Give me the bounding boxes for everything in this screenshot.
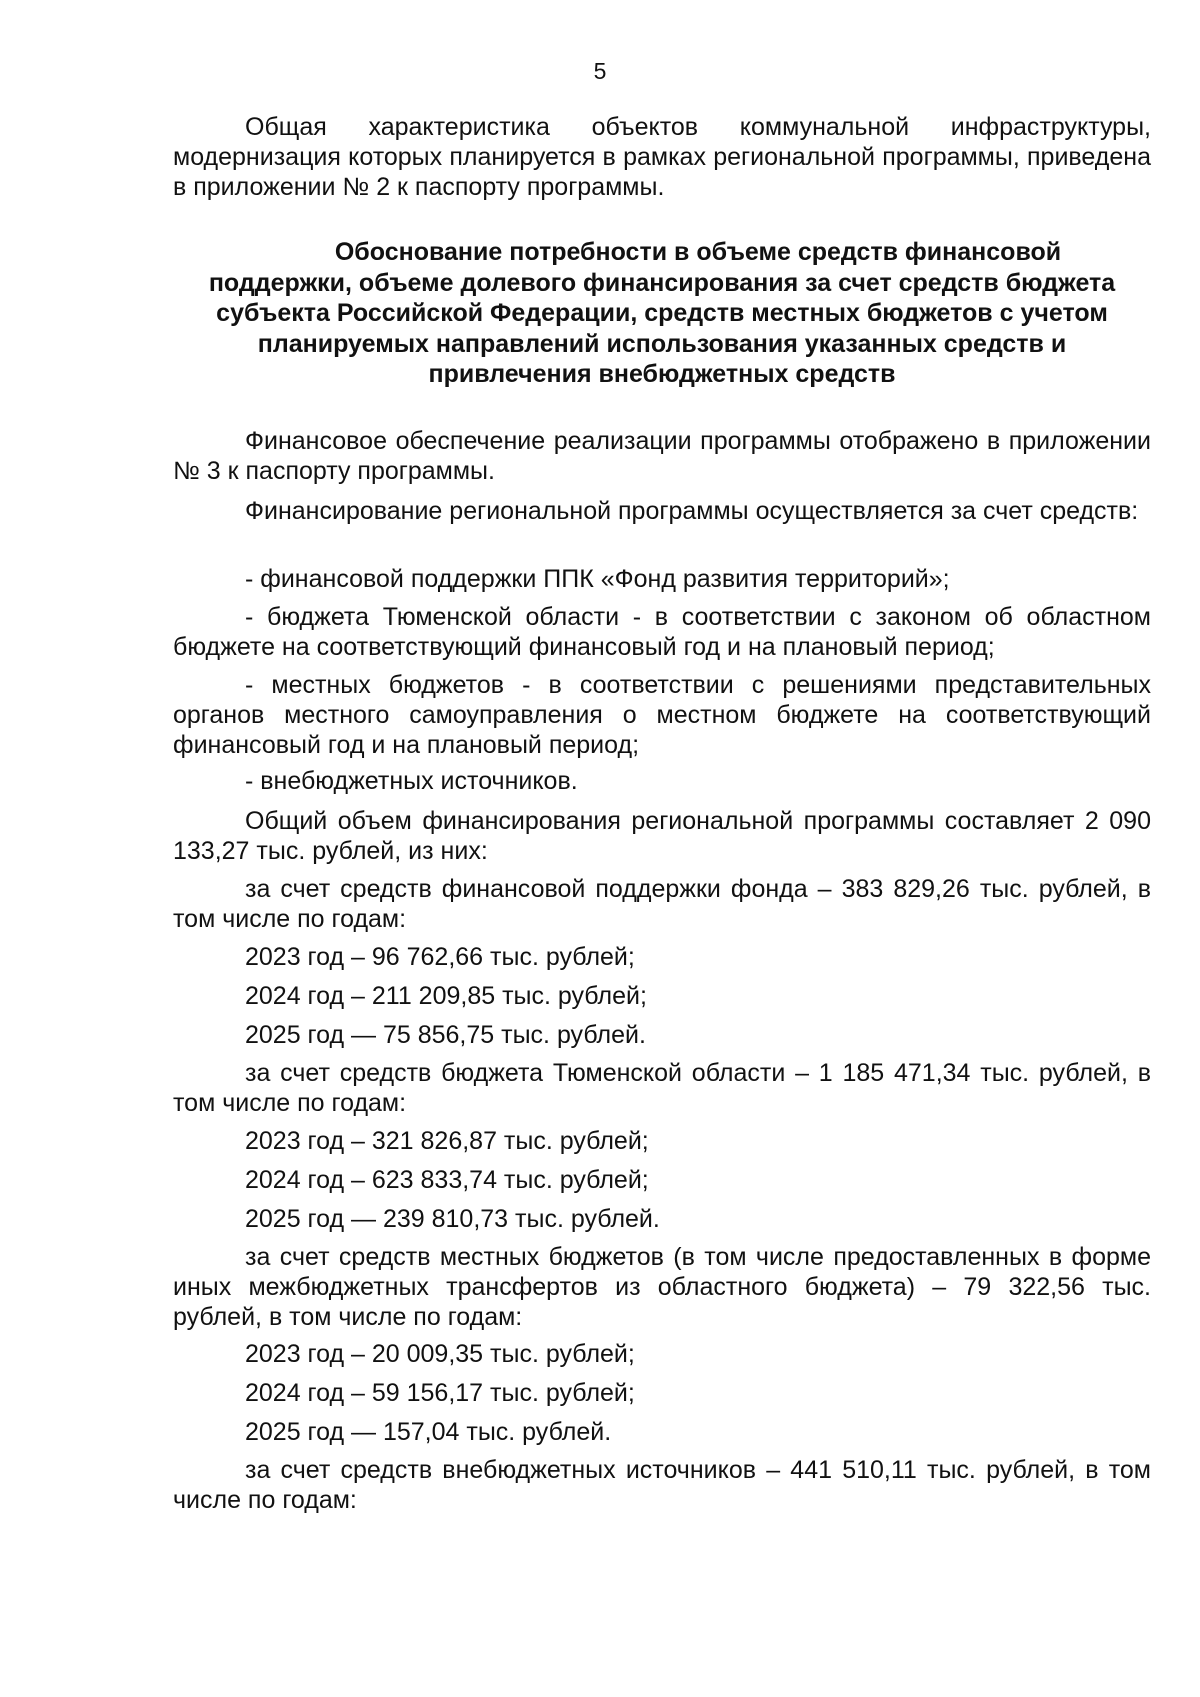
region-year-2025: 2025 год — 239 810,73 тыс. рублей. [245, 1205, 660, 1233]
list-item-text: - местных бюджетов - в соответствии с решениями представительных органов местного самоуправления о местном бюджете на соответствующий финансовый год и на плановый период; [173, 671, 1151, 759]
region-year-2024: 2024 год – 623 833,74 тыс. рублей; [245, 1166, 649, 1194]
region-year-2023: 2023 год – 321 826,87 тыс. рублей; [245, 1127, 649, 1155]
list-item-text: - внебюджетных источников. [245, 767, 578, 795]
list-item-text: - бюджета Тюменской области - в соответствии с законом об областном бюджете на соответствующий финансовый год и на плановый период; [173, 603, 1151, 661]
paragraph-text: Финансирование региональной программы осуществляется за счет средств: [245, 497, 1139, 525]
list-item-local-budgets [173, 670, 1151, 760]
heading-line: субъекта Российской Федерации, средств местных бюджетов с учетом [216, 299, 1108, 327]
paragraph-text: Финансовое обеспечение реализации программы отображено в приложении № 3 к паспорту программы. [173, 427, 1151, 485]
list-item-text: - финансовой поддержки ППК «Фонд развития территорий»; [245, 565, 950, 593]
list-item-fund [173, 564, 1151, 594]
heading-line: Обоснование потребности в объеме средств финансовой [334, 238, 1062, 266]
paragraph-text: за счет средств внебюджетных источников – 441 510,11 тыс. рублей, в том числе по годам: [173, 1456, 1151, 1514]
intro-paragraph [173, 112, 1151, 202]
heading-line: планируемых направлений использования указанных средств и [257, 329, 1067, 358]
intro-text: Общая характеристика объектов коммунальной инфраструктуры, модернизация которых планируется в рамках региональной программы, приведена в приложении № 2 к паспорту программы. [173, 113, 1151, 201]
section-heading [173, 237, 1151, 390]
paragraph-regional-financing [173, 1058, 1151, 1118]
local-year-2023: 2023 год – 20 009,35 тыс. рублей; [245, 1340, 635, 1368]
heading-line: поддержки, объеме долевого финансирования за счет средств бюджета [208, 268, 1116, 297]
fund-year-2025: 2025 год — 75 856,75 тыс. рублей. [245, 1021, 646, 1049]
paragraph-text: за счет средств местных бюджетов (в том числе предоставленных в форме иных межбюджетных трансфертов из областного бюджета) – 79 322,56 тыс. рублей, в том числе по годам: [173, 1243, 1151, 1331]
fund-year-2024: 2024 год – 211 209,85 тыс. рублей; [245, 982, 647, 1010]
paragraph-text: за счет средств финансовой поддержки фонда – 383 829,26 тыс. рублей, в том числе по годам: [173, 875, 1151, 933]
paragraph-text: за счет средств бюджета Тюменской области – 1 185 471,34 тыс. рублей, в том числе по годам: [173, 1059, 1151, 1117]
paragraph-total [173, 806, 1151, 866]
heading-line: привлечения внебюджетных средств [428, 360, 896, 388]
list-item-extrabudgetary [173, 766, 1151, 796]
paragraph-fund-financing [173, 874, 1151, 934]
page-number: 5 [593, 58, 607, 84]
paragraph-extrabudgetary-financing [173, 1455, 1151, 1515]
list-item-regional-budget [173, 602, 1151, 662]
fund-year-2023: 2023 год – 96 762,66 тыс. рублей; [245, 943, 635, 971]
paragraph-text: Общий объем финансирования региональной программы составляет 2 090 133,27 тыс. рублей, из них: [173, 807, 1151, 865]
paragraph-financing-intro [173, 496, 1151, 526]
local-year-2025: 2025 год — 157,04 тыс. рублей. [245, 1418, 612, 1446]
local-year-2024: 2024 год – 59 156,17 тыс. рублей; [245, 1379, 635, 1407]
paragraph-financing-source [173, 426, 1151, 486]
paragraph-local-financing [173, 1242, 1151, 1332]
